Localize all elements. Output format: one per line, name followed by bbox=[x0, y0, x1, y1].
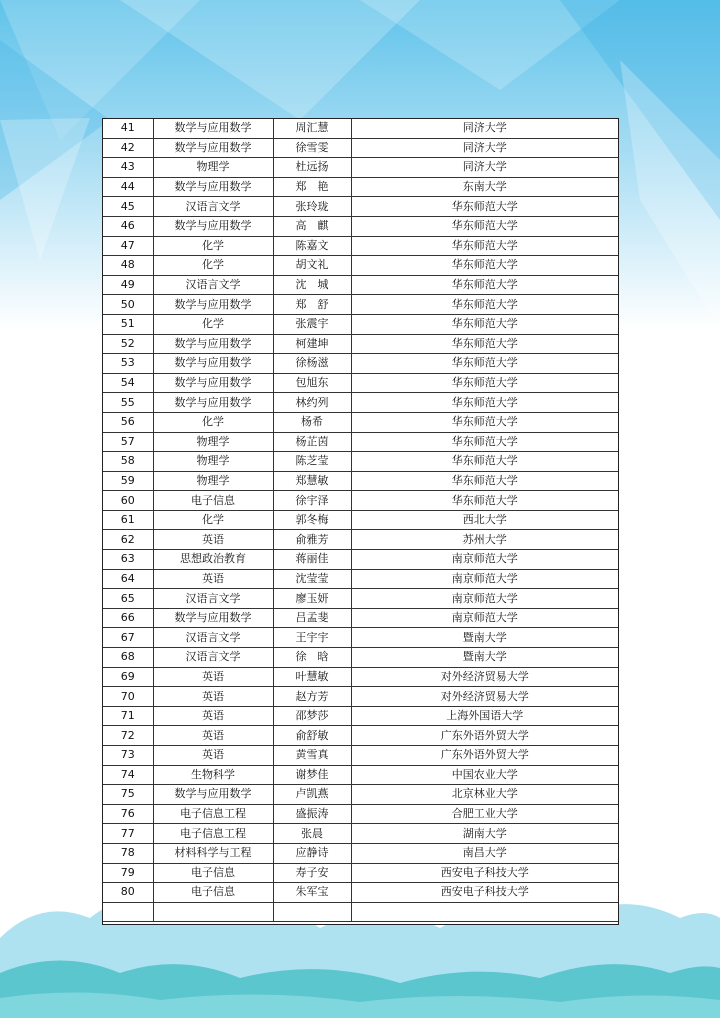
cell-school: 华东师范大学 bbox=[351, 256, 618, 276]
cell-major: 数学与应用数学 bbox=[153, 119, 273, 138]
cell-major: 化学 bbox=[153, 236, 273, 256]
cell-number: 70 bbox=[103, 687, 153, 707]
cell-name: 周汇慧 bbox=[273, 119, 351, 138]
cell-major: 数学与应用数学 bbox=[153, 785, 273, 805]
cell-number: 54 bbox=[103, 373, 153, 393]
cell-name: 黄雪真 bbox=[273, 746, 351, 766]
cell-name: 应静诗 bbox=[273, 843, 351, 863]
cell-name: 郭冬梅 bbox=[273, 510, 351, 530]
cell-major: 汉语言文学 bbox=[153, 275, 273, 295]
table-row bbox=[103, 589, 618, 609]
cell-major: 物理学 bbox=[153, 471, 273, 491]
cell-major: 汉语言文学 bbox=[153, 628, 273, 648]
cell-number: 53 bbox=[103, 354, 153, 374]
cell-name bbox=[273, 902, 351, 922]
cell-school: 上海外国语大学 bbox=[351, 706, 618, 726]
cell-major: 化学 bbox=[153, 510, 273, 530]
cell-number: 59 bbox=[103, 471, 153, 491]
table-row bbox=[103, 550, 618, 570]
table-row bbox=[103, 158, 618, 178]
table-row bbox=[103, 177, 618, 197]
cell-major: 汉语言文学 bbox=[153, 648, 273, 668]
cell-major: 思想政治教育 bbox=[153, 550, 273, 570]
table-row bbox=[103, 393, 618, 413]
cell-number: 60 bbox=[103, 491, 153, 511]
cell-number: 55 bbox=[103, 393, 153, 413]
cell-number: 71 bbox=[103, 706, 153, 726]
cell-major: 化学 bbox=[153, 256, 273, 276]
cell-number: 44 bbox=[103, 177, 153, 197]
cell-school: 华东师范大学 bbox=[351, 354, 618, 374]
table-row bbox=[103, 491, 618, 511]
cell-school: 华东师范大学 bbox=[351, 412, 618, 432]
cell-name: 叶慧敏 bbox=[273, 667, 351, 687]
cell-number: 74 bbox=[103, 765, 153, 785]
cell-number: 48 bbox=[103, 256, 153, 276]
cell-name: 陈芝莹 bbox=[273, 452, 351, 472]
cell-major: 数学与应用数学 bbox=[153, 608, 273, 628]
table-row bbox=[103, 334, 618, 354]
cell-school: 华东师范大学 bbox=[351, 432, 618, 452]
cell-school: 南京师范大学 bbox=[351, 589, 618, 609]
cell-number: 61 bbox=[103, 510, 153, 530]
cell-school: 南京师范大学 bbox=[351, 569, 618, 589]
cell-number: 75 bbox=[103, 785, 153, 805]
table-row bbox=[103, 373, 618, 393]
cell-school: 西安电子科技大学 bbox=[351, 883, 618, 903]
cell-name: 廖玉妍 bbox=[273, 589, 351, 609]
table-row bbox=[103, 197, 618, 217]
cell-number: 49 bbox=[103, 275, 153, 295]
cell-name: 张晨 bbox=[273, 824, 351, 844]
table-row bbox=[103, 785, 618, 805]
cell-major: 化学 bbox=[153, 412, 273, 432]
cell-school bbox=[351, 902, 618, 922]
cell-major: 电子信息工程 bbox=[153, 824, 273, 844]
cell-number: 58 bbox=[103, 452, 153, 472]
table-row bbox=[103, 236, 618, 256]
table-row bbox=[103, 314, 618, 334]
cell-major: 物理学 bbox=[153, 452, 273, 472]
cell-name: 蒋丽佳 bbox=[273, 550, 351, 570]
cell-school: 华东师范大学 bbox=[351, 491, 618, 511]
table-row bbox=[103, 119, 618, 138]
cell-number: 63 bbox=[103, 550, 153, 570]
cell-major: 物理学 bbox=[153, 432, 273, 452]
table-row bbox=[103, 824, 618, 844]
cell-major: 数学与应用数学 bbox=[153, 373, 273, 393]
cell-number: 41 bbox=[103, 119, 153, 138]
cell-name: 柯建坤 bbox=[273, 334, 351, 354]
cell-number: 42 bbox=[103, 138, 153, 158]
cell-school: 北京林业大学 bbox=[351, 785, 618, 805]
table-row bbox=[103, 902, 618, 922]
cell-name: 俞雅芳 bbox=[273, 530, 351, 550]
cell-name: 杜远扬 bbox=[273, 158, 351, 178]
cell-name: 张玲珑 bbox=[273, 197, 351, 217]
cell-school: 华东师范大学 bbox=[351, 314, 618, 334]
cell-school: 华东师范大学 bbox=[351, 393, 618, 413]
cell-number: 80 bbox=[103, 883, 153, 903]
cell-number: 72 bbox=[103, 726, 153, 746]
cell-major: 数学与应用数学 bbox=[153, 354, 273, 374]
cell-school: 对外经济贸易大学 bbox=[351, 687, 618, 707]
cell-name: 高 麒 bbox=[273, 216, 351, 236]
table-row bbox=[103, 883, 618, 903]
cell-school: 南京师范大学 bbox=[351, 608, 618, 628]
table-row bbox=[103, 530, 618, 550]
cell-number: 79 bbox=[103, 863, 153, 883]
cell-number: 68 bbox=[103, 648, 153, 668]
cell-number: 52 bbox=[103, 334, 153, 354]
cell-name: 沈 城 bbox=[273, 275, 351, 295]
cell-name: 朱军宝 bbox=[273, 883, 351, 903]
cell-name: 吕孟斐 bbox=[273, 608, 351, 628]
cell-major: 材料科学与工程 bbox=[153, 843, 273, 863]
cell-name: 胡文礼 bbox=[273, 256, 351, 276]
table-row bbox=[103, 804, 618, 824]
cell-school: 华东师范大学 bbox=[351, 236, 618, 256]
cell-major: 数学与应用数学 bbox=[153, 177, 273, 197]
table-row bbox=[103, 432, 618, 452]
cell-name: 俞舒敏 bbox=[273, 726, 351, 746]
cell-name: 徐雪雯 bbox=[273, 138, 351, 158]
table-row bbox=[103, 765, 618, 785]
cell-major bbox=[153, 902, 273, 922]
table-row bbox=[103, 746, 618, 766]
cell-school: 同济大学 bbox=[351, 158, 618, 178]
cell-school: 华东师范大学 bbox=[351, 334, 618, 354]
cell-number: 46 bbox=[103, 216, 153, 236]
table-row bbox=[103, 452, 618, 472]
table-row bbox=[103, 275, 618, 295]
table-row bbox=[103, 510, 618, 530]
cell-major: 英语 bbox=[153, 667, 273, 687]
cell-major: 英语 bbox=[153, 726, 273, 746]
cell-name: 包旭东 bbox=[273, 373, 351, 393]
cell-school: 中国农业大学 bbox=[351, 765, 618, 785]
cell-major: 数学与应用数学 bbox=[153, 334, 273, 354]
cell-name: 王宇宇 bbox=[273, 628, 351, 648]
cell-major: 汉语言文学 bbox=[153, 197, 273, 217]
table-row bbox=[103, 256, 618, 276]
table-row bbox=[103, 216, 618, 236]
cell-school: 西安电子科技大学 bbox=[351, 863, 618, 883]
cell-name: 郑 艳 bbox=[273, 177, 351, 197]
cell-school: 同济大学 bbox=[351, 119, 618, 138]
cell-major: 英语 bbox=[153, 746, 273, 766]
cell-major: 英语 bbox=[153, 687, 273, 707]
cell-number: 51 bbox=[103, 314, 153, 334]
cell-name: 陈嘉文 bbox=[273, 236, 351, 256]
table-row bbox=[103, 138, 618, 158]
roster-table bbox=[102, 118, 619, 925]
cell-name: 徐宇泽 bbox=[273, 491, 351, 511]
cell-major: 生物科学 bbox=[153, 765, 273, 785]
cell-name: 沈莹莹 bbox=[273, 569, 351, 589]
cell-number: 62 bbox=[103, 530, 153, 550]
cell-major: 汉语言文学 bbox=[153, 589, 273, 609]
table-row bbox=[103, 569, 618, 589]
cell-number: 77 bbox=[103, 824, 153, 844]
cell-major: 数学与应用数学 bbox=[153, 216, 273, 236]
cell-name: 杨芷茵 bbox=[273, 432, 351, 452]
cell-name: 杨希 bbox=[273, 412, 351, 432]
cell-number: 50 bbox=[103, 295, 153, 315]
cell-name: 徐杨滋 bbox=[273, 354, 351, 374]
cell-school: 华东师范大学 bbox=[351, 216, 618, 236]
cell-number: 65 bbox=[103, 589, 153, 609]
cell-number: 66 bbox=[103, 608, 153, 628]
cell-name: 盛振涛 bbox=[273, 804, 351, 824]
cell-school: 湖南大学 bbox=[351, 824, 618, 844]
cell-name: 谢梦佳 bbox=[273, 765, 351, 785]
cell-number: 57 bbox=[103, 432, 153, 452]
cell-name: 郑 舒 bbox=[273, 295, 351, 315]
cell-school: 广东外语外贸大学 bbox=[351, 746, 618, 766]
cell-major: 英语 bbox=[153, 530, 273, 550]
cell-name: 张震宇 bbox=[273, 314, 351, 334]
cell-major: 电子信息 bbox=[153, 883, 273, 903]
cell-name: 郑慧敏 bbox=[273, 471, 351, 491]
cell-number: 78 bbox=[103, 843, 153, 863]
cell-school: 华东师范大学 bbox=[351, 275, 618, 295]
cell-school: 华东师范大学 bbox=[351, 295, 618, 315]
table-row bbox=[103, 843, 618, 863]
cell-school: 苏州大学 bbox=[351, 530, 618, 550]
cell-school: 南京师范大学 bbox=[351, 550, 618, 570]
cell-number: 64 bbox=[103, 569, 153, 589]
table-row bbox=[103, 471, 618, 491]
cell-school: 同济大学 bbox=[351, 138, 618, 158]
table-row bbox=[103, 687, 618, 707]
cell-number: 56 bbox=[103, 412, 153, 432]
cell-number: 76 bbox=[103, 804, 153, 824]
cell-name: 徐 晗 bbox=[273, 648, 351, 668]
cell-major: 英语 bbox=[153, 569, 273, 589]
cell-school: 华东师范大学 bbox=[351, 373, 618, 393]
table-row bbox=[103, 667, 618, 687]
cell-name: 赵方芳 bbox=[273, 687, 351, 707]
table-row bbox=[103, 354, 618, 374]
cell-number: 73 bbox=[103, 746, 153, 766]
table-row bbox=[103, 706, 618, 726]
table-row bbox=[103, 726, 618, 746]
cell-major: 数学与应用数学 bbox=[153, 393, 273, 413]
cell-school: 东南大学 bbox=[351, 177, 618, 197]
table-row bbox=[103, 608, 618, 628]
table-row bbox=[103, 648, 618, 668]
cell-school: 广东外语外贸大学 bbox=[351, 726, 618, 746]
cell-number: 45 bbox=[103, 197, 153, 217]
cell-school: 暨南大学 bbox=[351, 648, 618, 668]
cell-name: 邵梦莎 bbox=[273, 706, 351, 726]
cell-number: 69 bbox=[103, 667, 153, 687]
cell-major: 电子信息工程 bbox=[153, 804, 273, 824]
cell-school: 华东师范大学 bbox=[351, 471, 618, 491]
cell-school: 合肥工业大学 bbox=[351, 804, 618, 824]
cell-major: 电子信息 bbox=[153, 491, 273, 511]
cell-number: 67 bbox=[103, 628, 153, 648]
cell-number: 47 bbox=[103, 236, 153, 256]
cell-school: 暨南大学 bbox=[351, 628, 618, 648]
cell-major: 数学与应用数学 bbox=[153, 138, 273, 158]
cell-school: 华东师范大学 bbox=[351, 197, 618, 217]
cell-name: 林约列 bbox=[273, 393, 351, 413]
cell-school: 华东师范大学 bbox=[351, 452, 618, 472]
cell-name: 卢凯燕 bbox=[273, 785, 351, 805]
cell-major: 物理学 bbox=[153, 158, 273, 178]
table-row bbox=[103, 863, 618, 883]
table-row bbox=[103, 628, 618, 648]
cell-school: 对外经济贸易大学 bbox=[351, 667, 618, 687]
cell-school: 西北大学 bbox=[351, 510, 618, 530]
cell-number bbox=[103, 902, 153, 922]
table-row bbox=[103, 412, 618, 432]
cell-number: 43 bbox=[103, 158, 153, 178]
cell-major: 英语 bbox=[153, 706, 273, 726]
cell-school: 南昌大学 bbox=[351, 843, 618, 863]
table-row bbox=[103, 295, 618, 315]
cell-major: 化学 bbox=[153, 314, 273, 334]
cell-major: 电子信息 bbox=[153, 863, 273, 883]
cell-name: 寿子安 bbox=[273, 863, 351, 883]
cell-major: 数学与应用数学 bbox=[153, 295, 273, 315]
